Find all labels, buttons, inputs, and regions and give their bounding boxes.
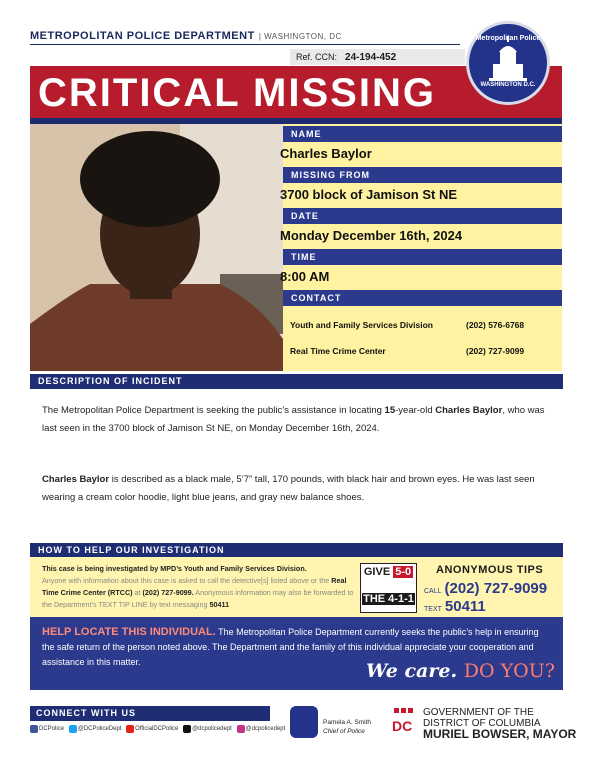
social-links bbox=[30, 725, 288, 733]
facebook-icon[interactable] bbox=[30, 725, 38, 733]
contact-name: Real Time Crime Center bbox=[290, 346, 386, 356]
youtube-icon[interactable] bbox=[126, 725, 134, 733]
anonymous-text-number[interactable]: TEXT 50411 bbox=[424, 598, 486, 615]
chief-title: Chief of Police bbox=[323, 728, 365, 735]
give-five-o-text: GIVE 5-0 bbox=[363, 566, 412, 578]
police-badge-logo bbox=[290, 706, 318, 738]
ccn-value: 24-194-452 bbox=[345, 52, 397, 63]
description-paragraph: Charles Baylor is described as a black male, 5’7” tall, 170 pounds, with black hair and brown eyes. He was last seen wearing a cream color hoodie, light blue jeans, and gray new balance shoes. bbox=[42, 474, 535, 503]
social-handle[interactable]: DCPolice bbox=[39, 726, 65, 732]
header-divider bbox=[30, 44, 460, 45]
person-photo bbox=[30, 124, 283, 371]
time-value: 8:00 AM bbox=[280, 269, 330, 284]
contact-name: Youth and Family Services Division bbox=[290, 320, 433, 330]
social-handle[interactable]: @dcpolicedept bbox=[245, 726, 286, 732]
help-text: This case is being investigated by MPD’s Youth and Family Services Division. Anyone with information about this case is asked to call the detective[s] listed above or the Real Time Crime Center (RTCC) at (202) 727-9099. Anonymous information may also be forwarded to the Department’s TEXT TIP LINE by text messaging 50411 bbox=[42, 564, 354, 609]
chief-signature bbox=[323, 718, 371, 736]
department-name: METROPOLITAN POLICE DEPARTMENT | WASHINGTON, DC bbox=[30, 30, 342, 42]
city-label: | WASHINGTON, DC bbox=[258, 32, 342, 41]
police-seal-logo bbox=[466, 21, 550, 105]
chief-name: Pamela A. Smith bbox=[323, 719, 372, 726]
social-handle[interactable]: @dcpolicedept bbox=[192, 726, 232, 732]
name-label: NAME bbox=[283, 126, 562, 142]
description-paragraph: The Metropolitan Police Department is seeking the public’s assistance in locating 15-year-old Charles Baylor, who was last seen in the 3700 block of Jamison St NE, on Monday December 16th, 2024. bbox=[42, 405, 545, 434]
seal-top-text: Metropolitan Police bbox=[475, 35, 541, 42]
help-locate-text: HELP LOCATE THIS INDIVIDUAL. The Metropolitan Police Department currently seeks the public’s help in ensuring the safe return of the person noted above. The Department and the family of this individual appreciate your cooperation and assistance in this matter. bbox=[42, 626, 539, 667]
dc-flag-icon bbox=[392, 708, 416, 734]
date-value: Monday December 16th, 2024 bbox=[280, 228, 463, 243]
twitter-icon[interactable] bbox=[69, 725, 77, 733]
svg-text:DC: DC bbox=[392, 718, 413, 734]
we-care-slogan: We care. DO YOU? bbox=[366, 660, 555, 682]
seal-bottom-text: WASHINGTON D.C. bbox=[480, 82, 536, 88]
help-heading: HOW TO HELP OUR INVESTIGATION bbox=[30, 543, 563, 558]
social-handle[interactable]: @DCPoliceDept bbox=[77, 726, 122, 732]
social-handle[interactable]: OfficialDCPolice bbox=[135, 726, 179, 732]
description-heading: DESCRIPTION OF INCIDENT bbox=[30, 374, 563, 389]
missing-from-value: 3700 block of Jamison St NE bbox=[280, 187, 458, 202]
dc-government-logo bbox=[392, 708, 416, 734]
contact-label: CONTACT bbox=[283, 290, 562, 306]
info-panel bbox=[283, 124, 562, 371]
contact-phone[interactable]: (202) 727-9099 bbox=[466, 346, 525, 356]
mayor-name: MURIEL BOWSER, MAYOR bbox=[423, 727, 577, 741]
dc-government-text: GOVERNMENT OF THE DISTRICT OF COLUMBIA MURIEL BOWSER, MAYOR bbox=[423, 707, 577, 741]
person-name: Charles Baylor bbox=[280, 146, 372, 161]
contact-phone[interactable]: (202) 576-6768 bbox=[466, 320, 525, 330]
date-label: DATE bbox=[283, 208, 562, 224]
time-label: TIME bbox=[283, 249, 562, 265]
tiktok-icon[interactable] bbox=[183, 725, 191, 733]
page-title: CRITICAL MISSING bbox=[38, 71, 436, 115]
ccn-reference: Ref. CCN: 24-194-452 bbox=[290, 49, 465, 65]
instagram-icon[interactable] bbox=[237, 725, 245, 733]
missing-person-photo bbox=[30, 124, 283, 371]
anonymous-call-number[interactable]: CALL (202) 727-9099 bbox=[424, 580, 548, 597]
the-411-text: THE 4-1-1 bbox=[363, 593, 414, 605]
missing-from-label: MISSING FROM bbox=[283, 167, 562, 183]
anonymous-tips-title: ANONYMOUS TIPS bbox=[436, 564, 544, 576]
connect-heading: CONNECT WITH US bbox=[30, 706, 270, 721]
